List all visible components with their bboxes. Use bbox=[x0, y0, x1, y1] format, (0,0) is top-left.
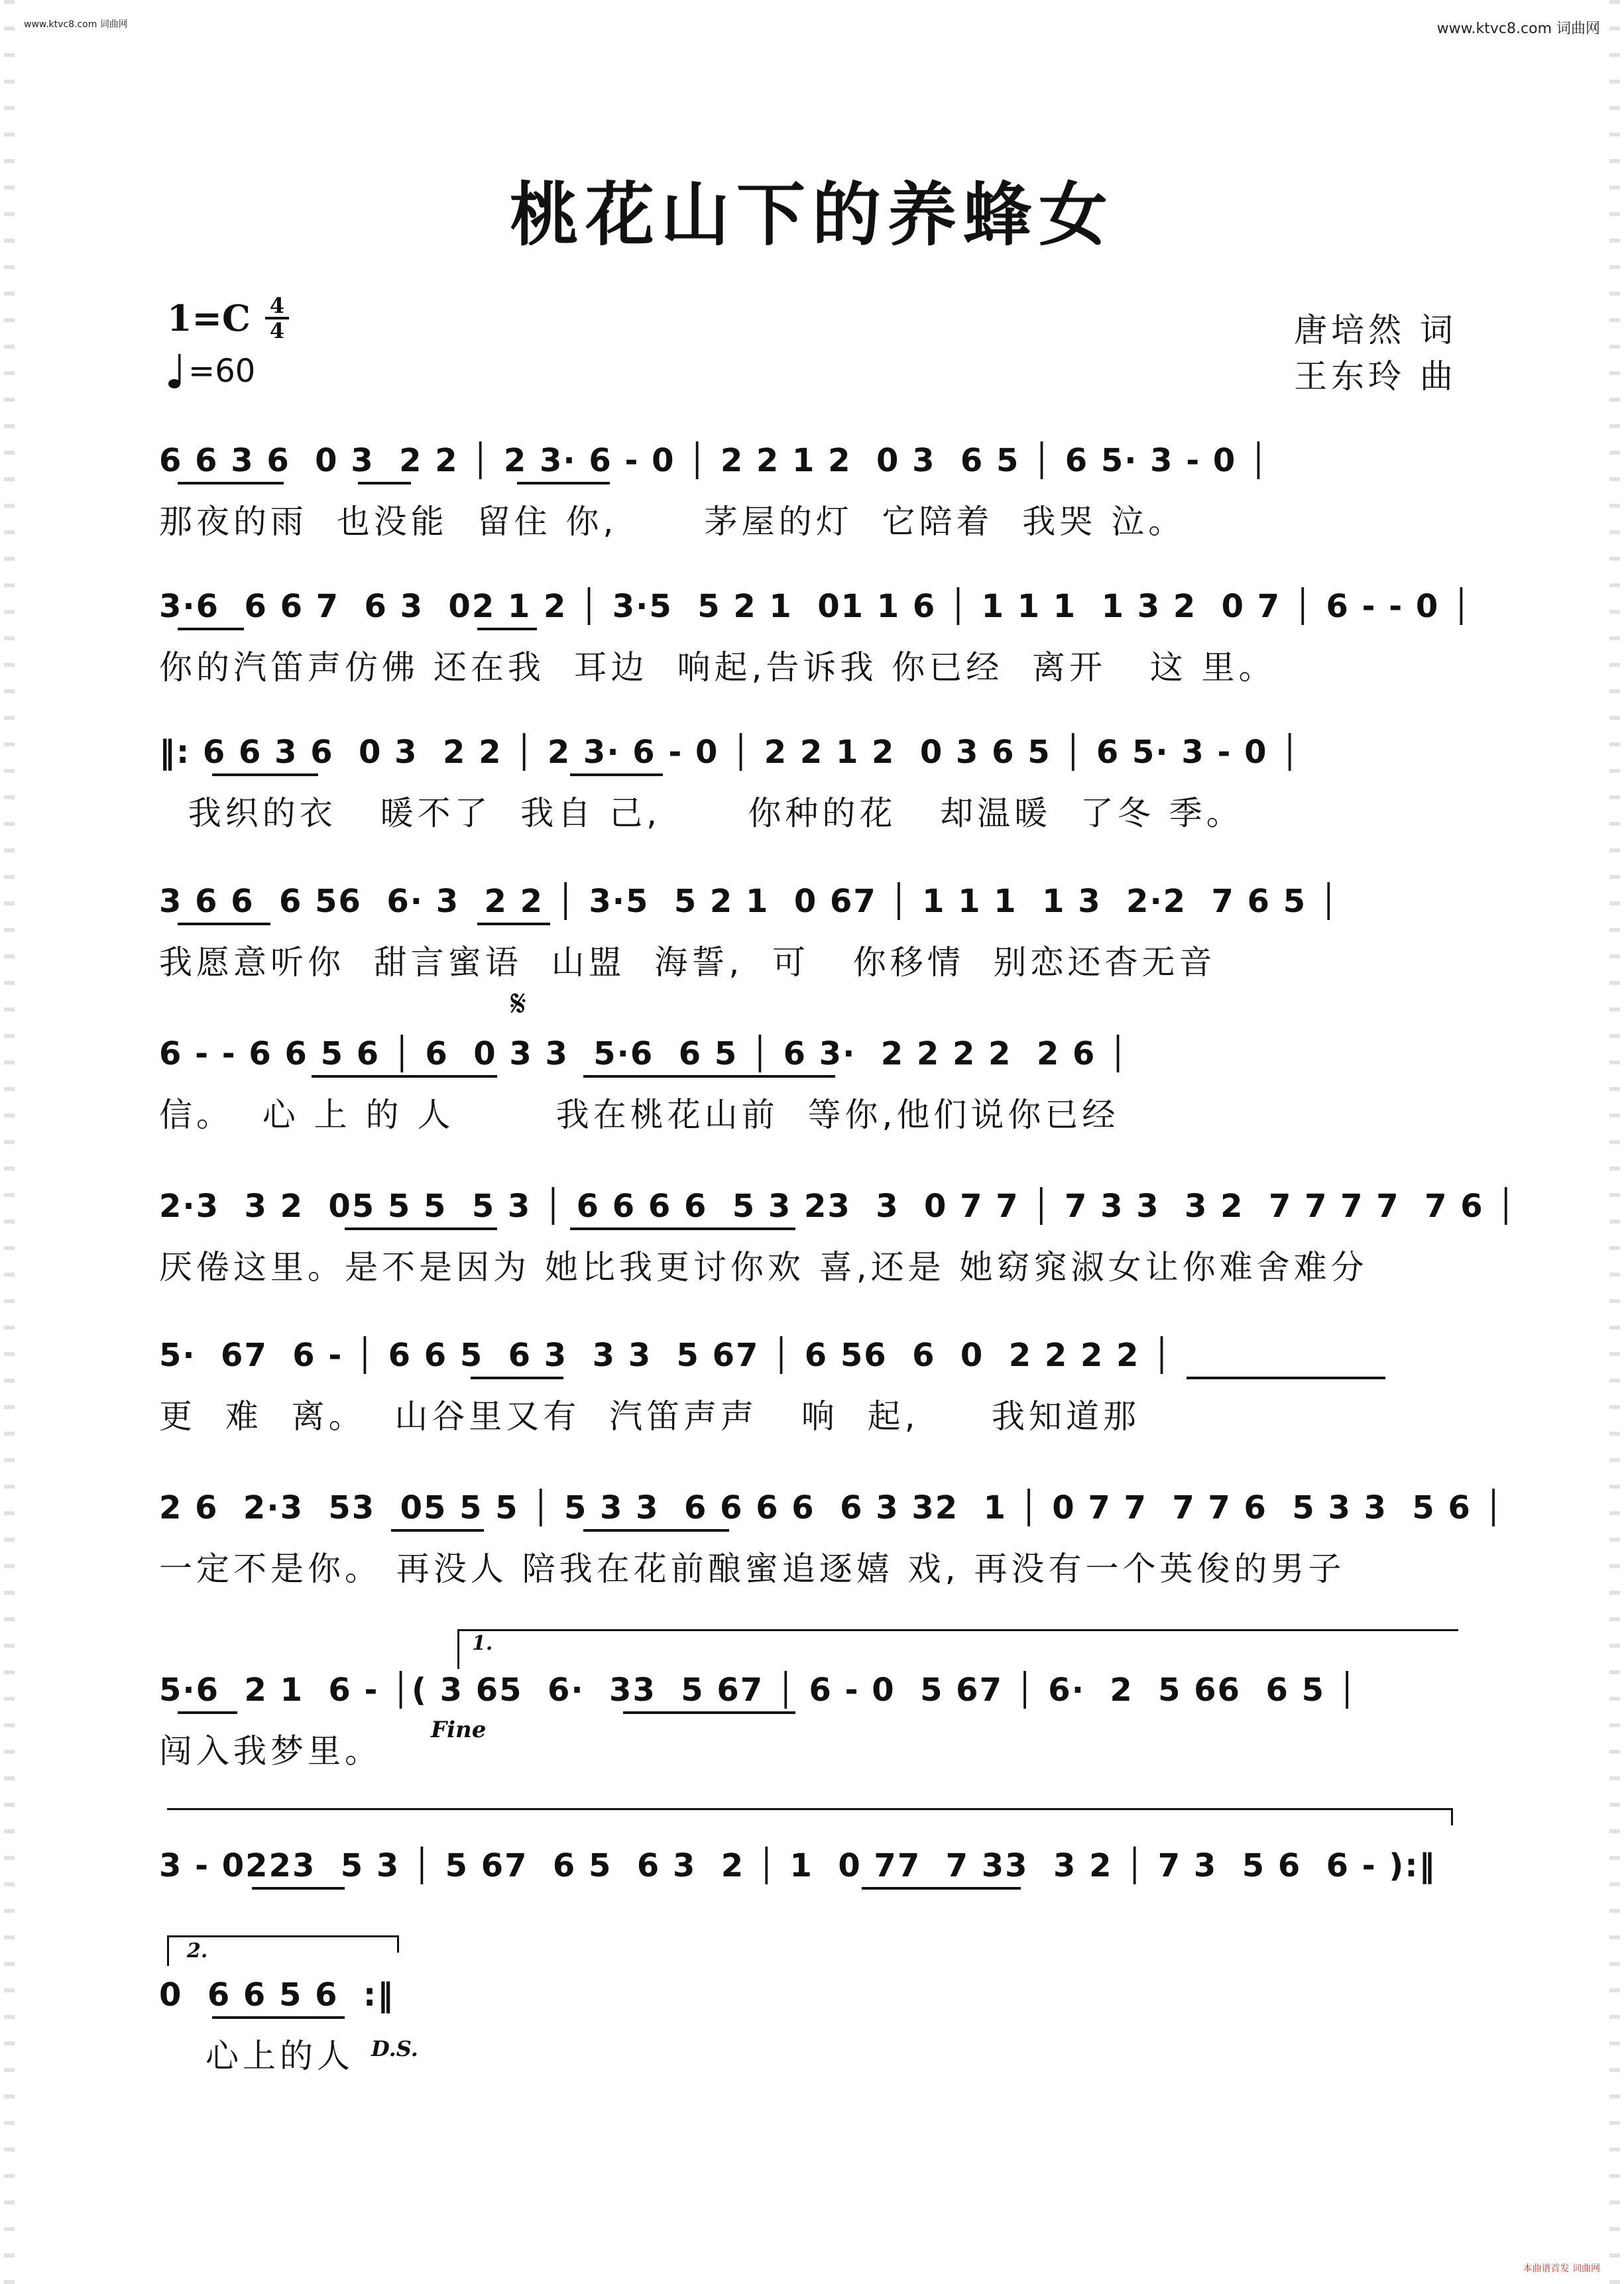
lyrics-line: 更 难 离。 山谷里又有 汽笛声声 响 起, 我知道那 bbox=[159, 1397, 1140, 1436]
notes-line: 2 6 2·3 53 05 5 5 │ 5 3 3 6 6 6 6 6 3 32 1 │ 0 7 7 7 7 6 5 3 3 5 6 │ bbox=[159, 1489, 1505, 1526]
lyrics-line: 厌倦这里。是不是因为 她比我更讨你欢 喜,还是 她窈窕淑女让你难舍难分 bbox=[159, 1248, 1368, 1286]
lyricist-credit: 唐培然 词 bbox=[1294, 311, 1457, 349]
site-tag-right: www.ktvc8.com 词曲网 bbox=[1436, 21, 1600, 37]
notes-line: 2·3 3 2 05 5 5 5 3 │ 6 6 6 6 5 3 23 3 0 7 7 │ 7 3 3 3 2 7 7 7 7 7 6 │ bbox=[159, 1188, 1517, 1225]
system-2 bbox=[159, 580, 1478, 686]
fine-marking: Fine bbox=[431, 1717, 487, 1743]
system-7 bbox=[159, 1329, 1478, 1435]
system-1 bbox=[159, 434, 1478, 540]
system-11 bbox=[159, 1969, 1478, 2075]
key-signature: 1=C bbox=[167, 297, 251, 339]
segno-sign: 𝄋 bbox=[510, 982, 527, 1025]
lyrics-line: 我愿意听你 甜言蜜语 山盟 海誓, 可 你移情 别恋还杳无音 bbox=[159, 943, 1216, 982]
system-3 bbox=[159, 726, 1478, 832]
volta-2-label: 2. bbox=[187, 1939, 208, 1963]
notes-line: ‖: 6 6 3 6 0 3 2 2 │ 2 3· 6 - 0 │ 2 2 1 2 0 3 6 5 │ 6 5· 3 - 0 │ bbox=[159, 734, 1301, 771]
footer-tag: 本曲谱首发 词曲网 bbox=[1523, 2263, 1600, 2274]
volta-2-bracket bbox=[167, 1935, 399, 1937]
composer-credit: 王东玲 曲 bbox=[1294, 357, 1457, 396]
lyrics-line: 你的汽笛声仿佛 还在我 耳边 响起,告诉我 你已经 离开 这 里。 bbox=[159, 648, 1276, 687]
volta-1-bracket bbox=[457, 1629, 1458, 1631]
system-9 bbox=[159, 1664, 1478, 1770]
time-signature bbox=[265, 293, 289, 343]
notes-line: 6 - - 6 6 5 6 │ 6 0 3 3 5·6 6 5 │ 6 3· 2 2 2 2 2 6 │ bbox=[159, 1035, 1129, 1072]
notes-line: 3 - 0223 5 3 │ 5 67 6 5 6 3 2 │ 1 0 77 7 33 3 2 │ 7 3 5 6 6 - ):‖ bbox=[159, 1847, 1436, 1884]
ds-marking: D.S. bbox=[371, 2036, 418, 2061]
lyrics-line: 信。 心 上 的 人 我在桃花山前 等你,他们说你已经 bbox=[159, 1096, 1120, 1134]
quarter-note-icon bbox=[168, 353, 183, 390]
volta-1-label: 1. bbox=[472, 1632, 493, 1655]
notes-line: 0 6 6 5 6 :‖ bbox=[159, 1976, 395, 2014]
lyrics-line: 那夜的雨 也没能 留住 你, 茅屋的灯 它陪着 我哭 泣。 bbox=[159, 502, 1186, 541]
system-6 bbox=[159, 1180, 1517, 1286]
system-4 bbox=[159, 875, 1478, 981]
time-sig-top: 4 bbox=[269, 293, 285, 318]
lyrics-line: 闯入我梦里。 bbox=[159, 1732, 382, 1770]
system-5 bbox=[159, 1027, 1478, 1133]
system-10 bbox=[159, 1839, 1478, 1919]
notes-line: 3 6 6 6 56 6· 3 2 2 │ 3·5 5 2 1 0 67 │ 1 1 1 1 3 2·2 7 6 5 │ bbox=[159, 883, 1340, 920]
notes-line: 6 6 3 6 0 3 2 2 │ 2 3· 6 - 0 │ 2 2 1 2 0 3 6 5 │ 6 5· 3 - 0 │ bbox=[159, 442, 1269, 479]
lyrics-line: 心上的人 bbox=[205, 2037, 354, 2075]
repeat-bracket bbox=[167, 1808, 1453, 1810]
site-tag-left: www.ktvc8.com 词曲网 bbox=[24, 19, 128, 30]
notes-line: 5· 67 6 - │ 6 6 5 6 3 3 3 5 67 │ 6 56 6 0 2 2 2 2 │ bbox=[159, 1337, 1173, 1374]
lyrics-line: 一定不是你。 再没人 陪我在花前酿蜜追逐嬉 戏, 再没有一个英俊的男子 bbox=[159, 1550, 1346, 1588]
time-sig-bottom: 4 bbox=[269, 318, 285, 343]
notes-line: 5·6 2 1 6 - │( 3 65 6· 33 5 67 │ 6 - 0 5 67 │ 6· 2 5 66 6 5 │ bbox=[159, 1672, 1358, 1709]
tempo-marking: =60 bbox=[188, 353, 256, 390]
notes-line: 3·6 6 6 7 6 3 02 1 2 │ 3·5 5 2 1 01 1 6 │ 1 1 1 1 3 2 0 7 │ 6 - - 0 │ bbox=[159, 588, 1472, 625]
song-title: 桃花山下的养蜂女 bbox=[509, 174, 1114, 255]
system-8 bbox=[159, 1481, 1505, 1588]
right-margin-watermark bbox=[1609, 0, 1620, 2284]
lyrics-line: 我织的衣 暖不了 我自 己, 你种的花 却温暖 了冬 季。 bbox=[159, 794, 1244, 832]
left-margin-watermark bbox=[4, 0, 15, 2284]
